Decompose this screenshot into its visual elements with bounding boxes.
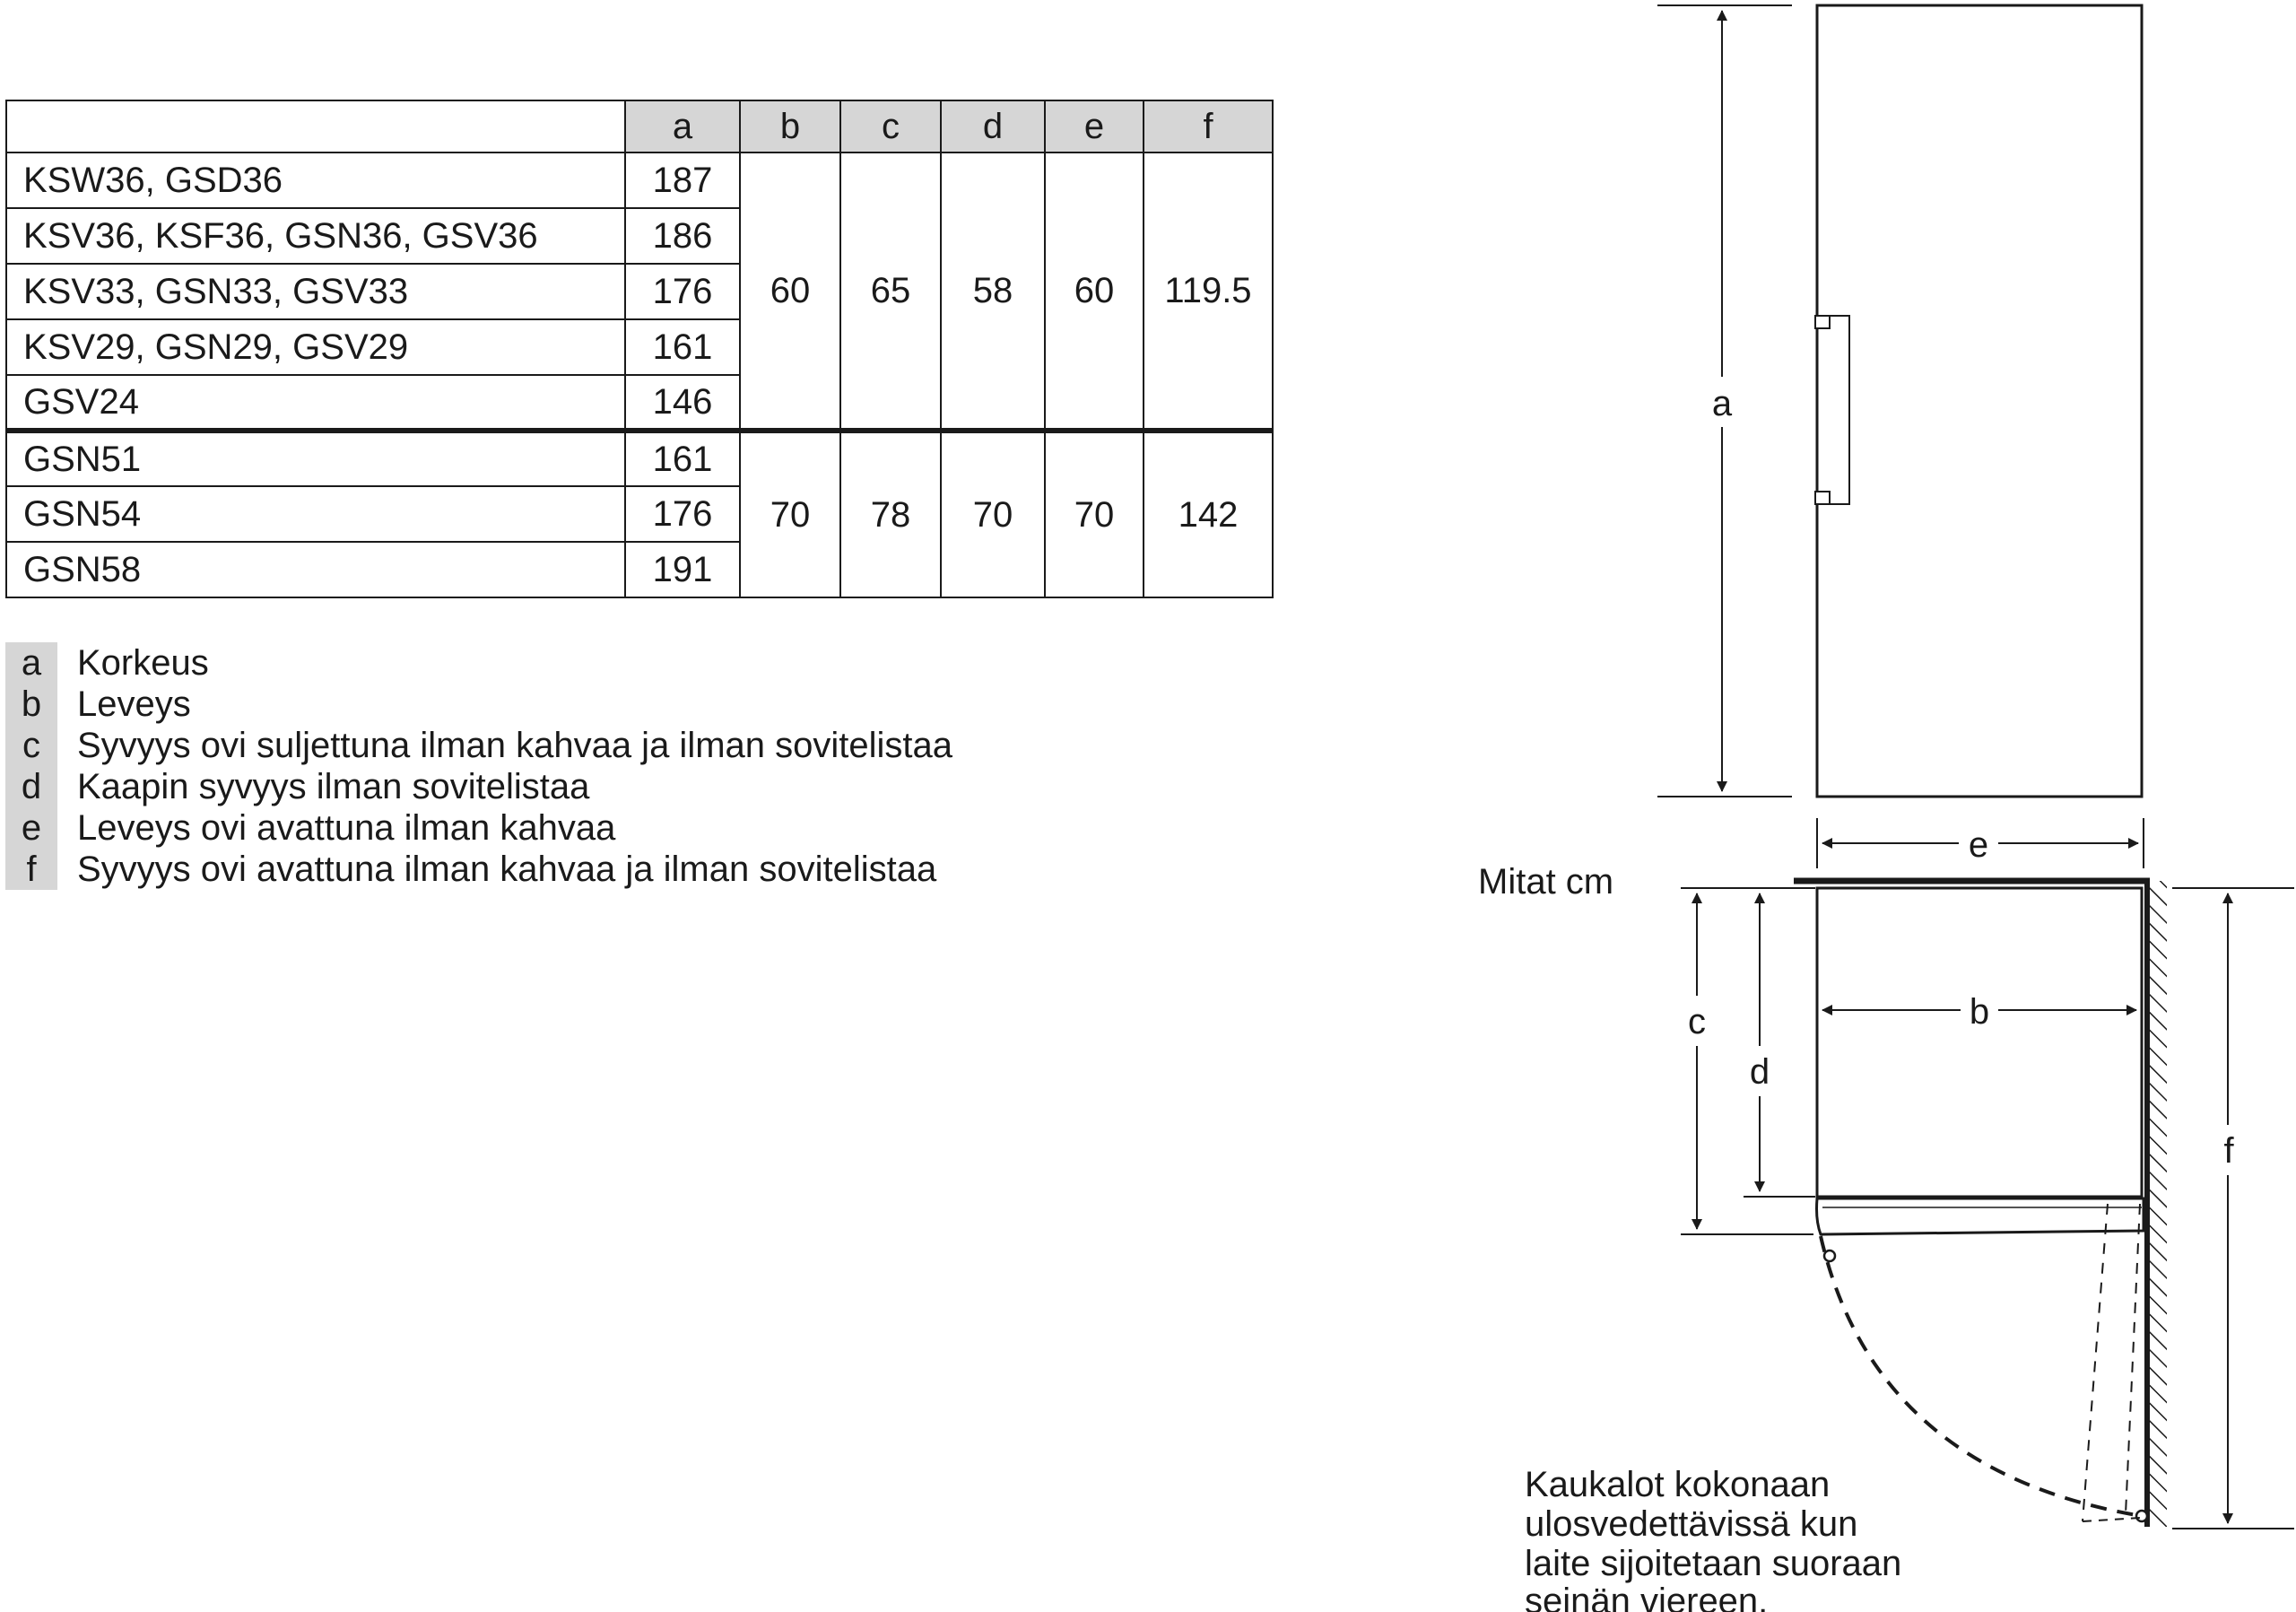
front-view <box>1657 5 2142 797</box>
model-cell: KSV36, KSF36, GSN36, GSV36 <box>6 208 625 264</box>
height-cell: 191 <box>625 542 740 597</box>
legend-text: Leveys ovi avattuna ilman kahvaa <box>77 808 616 848</box>
cabinet-body <box>1817 888 2142 1197</box>
width-cell: 70 <box>740 431 840 597</box>
width-open-cell: 60 <box>1045 152 1144 431</box>
model-cell: KSV33, GSN33, GSV33 <box>6 264 625 319</box>
note-line: seinän viereen. <box>1525 1582 1769 1612</box>
cabinet-depth-cell: 70 <box>941 431 1045 597</box>
legend-text: Leveys <box>77 684 191 724</box>
legend-key: d <box>5 766 57 807</box>
model-cell: GSN58 <box>6 542 625 597</box>
model-cell: GSN54 <box>6 486 625 542</box>
legend-text: Korkeus <box>77 643 209 683</box>
open-door-outline <box>2126 1204 2140 1514</box>
legend-key: a <box>5 642 57 684</box>
depth-open-cell: 142 <box>1144 431 1273 597</box>
closed-depth-label: c <box>1688 1002 1706 1041</box>
model-cell: GSN51 <box>6 431 625 486</box>
model-cell: GSV24 <box>6 375 625 431</box>
width-label: b <box>1969 992 1990 1032</box>
open-depth-label: f <box>2223 1131 2234 1171</box>
legend-key: f <box>5 849 57 890</box>
cabinet-depth-cell: 58 <box>941 152 1045 431</box>
legend-text: Syvyys ovi suljettuna ilman kahvaa ja ilman sovitelistaa <box>77 726 952 765</box>
height-cell: 176 <box>625 264 740 319</box>
height-cell: 187 <box>625 152 740 208</box>
header-c: c <box>840 100 941 152</box>
wall-hatching <box>2147 881 2167 1527</box>
height-cell: 146 <box>625 375 740 431</box>
door-swing-arc <box>1821 1236 2142 1516</box>
depth-closed-cell: 78 <box>840 431 941 597</box>
width-open-cell: 70 <box>1045 431 1144 597</box>
note-line: Kaukalot kokonaan <box>1525 1465 1831 1504</box>
depth-open-cell: 119.5 <box>1144 152 1273 431</box>
header-d: d <box>941 100 1045 152</box>
open-door-outline <box>2083 1204 2108 1521</box>
legend-text: Syvyys ovi avattuna ilman kahvaa ja ilman sovitelistaa <box>77 850 937 889</box>
cabinet-depth-label: d <box>1749 1052 1770 1092</box>
height-cell: 176 <box>625 486 740 542</box>
open-door-outline <box>2083 1518 2140 1521</box>
top-view <box>1478 818 2294 1612</box>
header-a: a <box>625 100 740 152</box>
width-cell: 60 <box>740 152 840 431</box>
handle-mount <box>1815 492 1830 504</box>
model-cell: KSV29, GSN29, GSV29 <box>6 319 625 375</box>
height-label: a <box>1711 384 1733 423</box>
legend-key: b <box>5 684 57 725</box>
legend-key: e <box>5 807 57 849</box>
hinge-pivot <box>1824 1250 1835 1261</box>
height-cell: 161 <box>625 431 740 486</box>
header-b: b <box>740 100 840 152</box>
note-line: laite sijoitetaan suoraan <box>1525 1544 1902 1583</box>
legend-text: Kaapin syvyys ilman sovitelistaa <box>77 767 590 806</box>
note-line: ulosvedettävissä kun <box>1525 1504 1858 1544</box>
open-width-label: e <box>1968 825 1989 865</box>
door-closed <box>1817 1198 2144 1234</box>
depth-closed-cell: 65 <box>840 152 941 431</box>
units-label: Mitat cm <box>1478 862 1614 902</box>
height-cell: 186 <box>625 208 740 264</box>
handle-mount <box>1815 316 1830 328</box>
model-cell: KSW36, GSD36 <box>6 152 625 208</box>
fridge-front <box>1817 5 2142 797</box>
header-f: f <box>1144 100 1273 152</box>
header-e: e <box>1045 100 1144 152</box>
legend-key: c <box>5 725 57 766</box>
hinge-pivot <box>2136 1511 2147 1521</box>
height-cell: 161 <box>625 319 740 375</box>
